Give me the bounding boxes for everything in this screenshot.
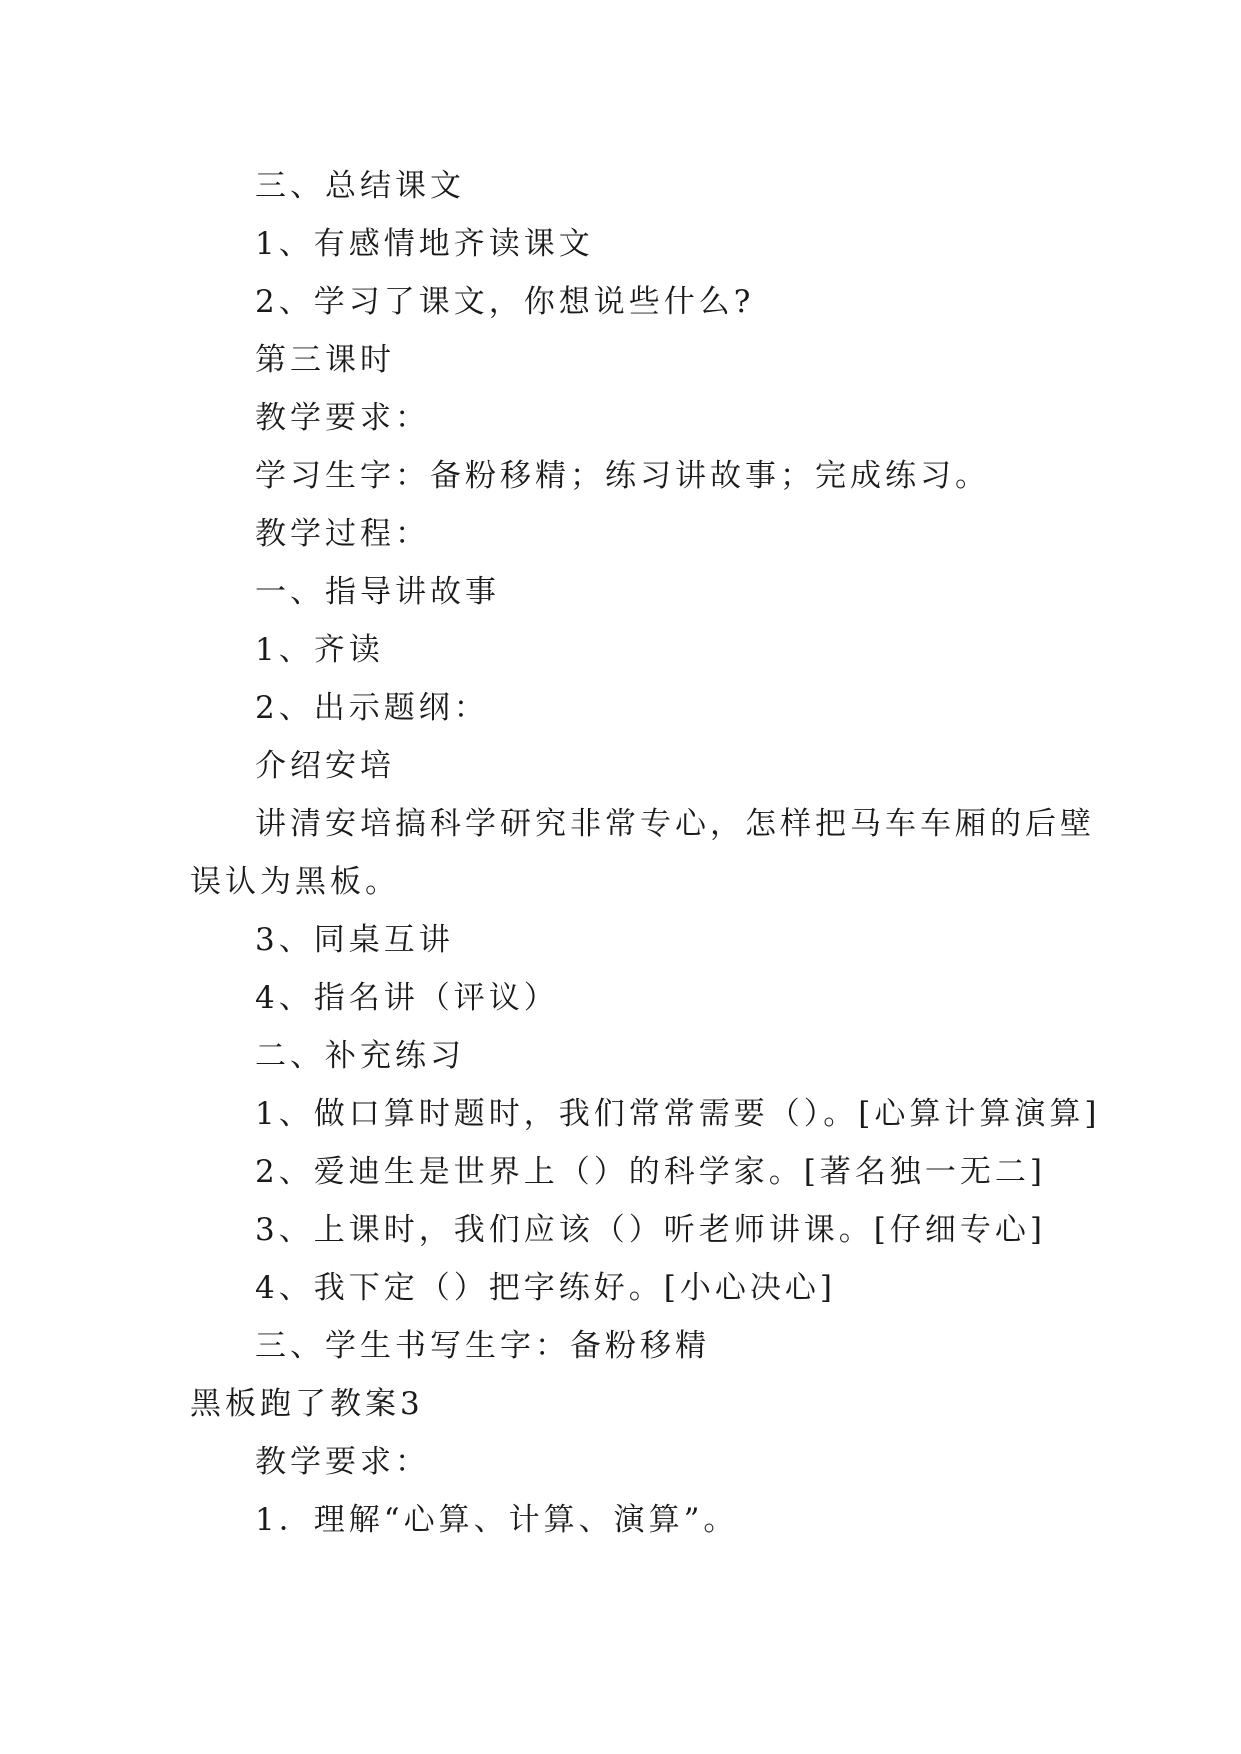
- exercise-item: 1、做口算时题时，我们常常需要（）。[心算计算演算]: [255, 1096, 1101, 1132]
- paragraph-line-continuation: 误认为黑板。: [190, 864, 400, 900]
- section-heading-summary: 三、总结课文: [255, 168, 465, 204]
- lesson-heading: 第三课时: [255, 342, 395, 378]
- paragraph-line: 学习生字：备粉移精；练习讲故事；完成练习。: [255, 458, 990, 494]
- paragraph-line: 教学要求：: [255, 400, 430, 436]
- section-heading: 三、学生书写生字：备粉移精: [255, 1328, 710, 1364]
- section-heading: 二、补充练习: [255, 1038, 465, 1074]
- paragraph-line: 教学要求：: [255, 1444, 430, 1480]
- paragraph-line: 讲清安培搞科学研究非常专心，怎样把马车车厢的后壁: [255, 806, 1095, 842]
- exercise-item: 4、我下定（）把字练好。[小心决心]: [255, 1270, 836, 1306]
- paragraph-line: 介绍安培: [255, 748, 395, 784]
- paragraph-line: 2、出示题纲：: [255, 690, 489, 726]
- exercise-item: 3、上课时，我们应该（）听老师讲课。[仔细专心]: [255, 1212, 1046, 1248]
- paragraph-line: 1、有感情地齐读课文: [255, 226, 594, 262]
- paragraph-line: 1、齐读: [255, 632, 384, 668]
- section-heading: 一、指导讲故事: [255, 574, 500, 610]
- paragraph-line: 教学过程：: [255, 516, 430, 552]
- document-title: 黑板跑了教案3: [190, 1386, 424, 1422]
- paragraph-line: 1．理解“心算、计算、演算”。: [255, 1502, 739, 1538]
- paragraph-line: 2、学习了课文，你想说些什么?: [255, 284, 755, 320]
- paragraph-line: 4、指名讲（评议）: [255, 980, 559, 1016]
- exercise-item: 2、爱迪生是世界上（）的科学家。[著名独一无二]: [255, 1154, 1046, 1190]
- paragraph-line: 3、同桌互讲: [255, 922, 454, 958]
